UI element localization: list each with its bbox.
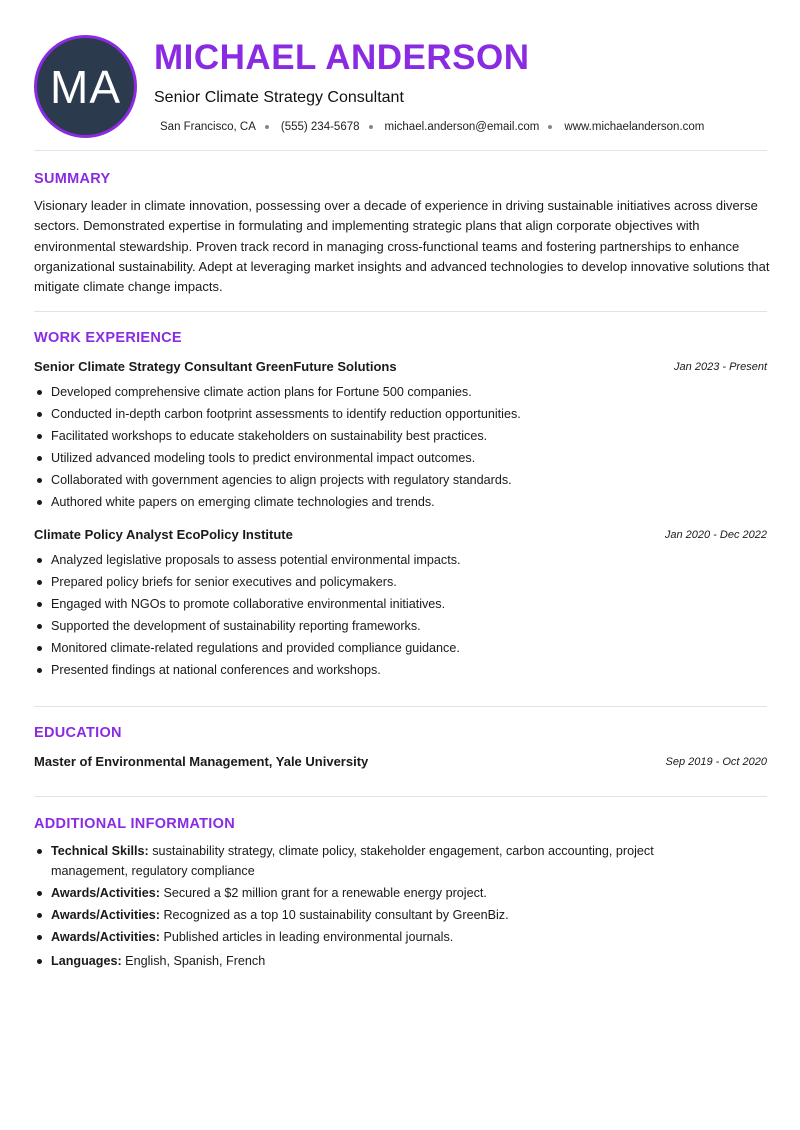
avatar-initials: MA — [50, 60, 121, 113]
separator-dot — [369, 125, 373, 129]
item-text: sustainability strategy, climate policy, stakeholder engagement, carbon accounting, project management, regulatory compliance — [51, 844, 654, 878]
list-item — [34, 951, 714, 971]
list-item: Facilitated workshops to educate stakeholders on sustainability best practices. — [34, 425, 764, 447]
item-text: Recognized as a top 10 sustainability consultant by GreenBiz. — [159, 908, 509, 922]
list-item: Presented findings at national conferences and workshops. — [34, 659, 764, 681]
divider — [34, 796, 767, 797]
job-dates: Jan 2023 - Present — [674, 361, 767, 373]
list-item: Collaborated with government agencies to align projects with regulatory standards. — [34, 469, 764, 491]
list-item: Supported the development of sustainability reporting frameworks. — [34, 615, 764, 637]
job-bullets — [34, 381, 764, 514]
summary-text: Visionary leader in climate innovation, possessing over a decade of experience in driving sustainable initiatives across diverse sectors. Demonstrated expertise in formulating and implementing strategic plans that align corporate objectives with environmental stewardship. Proven track record in managing cross-functional teams and fostering partnerships to enhance organizational sustainability. Adept at leveraging market insights and advanced technologies to develop innovative solutions that mitigate climate change impacts. — [34, 198, 770, 295]
job-headline: Senior Climate Strategy Consultant — [154, 89, 404, 106]
contact-location: San Francisco, CA — [160, 121, 256, 133]
work-experience-heading: WORK EXPERIENCE — [34, 330, 182, 346]
separator-dot — [548, 125, 552, 129]
contact-email: michael.anderson@email.com — [384, 121, 540, 133]
list-item — [34, 905, 714, 925]
list-item: Prepared policy briefs for senior executives and policymakers. — [34, 571, 764, 593]
education-dates: Sep 2019 - Oct 2020 — [665, 756, 767, 768]
education-degree: Master of Environmental Management, Yale University — [34, 754, 369, 769]
list-item: Analyzed legislative proposals to assess potential environmental impacts. — [34, 549, 764, 571]
list-item: Authored white papers on emerging climate technologies and trends. — [34, 491, 764, 513]
avatar — [34, 35, 137, 138]
job-bullets — [34, 549, 764, 682]
item-label: Technical Skills: — [51, 844, 149, 858]
candidate-name: MICHAEL ANDERSON — [154, 38, 530, 77]
list-item — [34, 841, 714, 881]
list-item: Developed comprehensive climate action plans for Fortune 500 companies. — [34, 381, 764, 403]
contact-website: www.michaelanderson.com — [564, 121, 705, 133]
divider — [34, 311, 767, 312]
item-label: Awards/Activities: — [51, 930, 160, 944]
separator-dot — [265, 125, 269, 129]
list-item: Conducted in-depth carbon footprint assessments to identify reduction opportunities. — [34, 403, 764, 425]
additional-info-list — [34, 841, 714, 973]
contact-phone: (555) 234-5678 — [280, 121, 360, 133]
list-item — [34, 883, 714, 903]
job-title: Senior Climate Strategy Consultant GreenFuture Solutions — [34, 359, 397, 374]
item-text: English, Spanish, French — [121, 954, 266, 968]
list-item — [34, 927, 714, 947]
item-label: Awards/Activities: — [51, 908, 160, 922]
list-item: Utilized advanced modeling tools to predict environmental impact outcomes. — [34, 447, 764, 469]
divider — [34, 150, 767, 151]
item-text: Published articles in leading environmental journals. — [159, 930, 454, 944]
item-label: Languages: — [51, 954, 122, 968]
additional-info-heading: ADDITIONAL INFORMATION — [34, 816, 235, 832]
education-heading: EDUCATION — [34, 725, 122, 741]
summary-heading: SUMMARY — [34, 171, 111, 187]
list-item: Engaged with NGOs to promote collaborative environmental initiatives. — [34, 593, 764, 615]
job-dates: Jan 2020 - Dec 2022 — [664, 529, 767, 541]
divider — [34, 706, 767, 707]
item-label: Awards/Activities: — [51, 886, 160, 900]
item-text: Secured a $2 million grant for a renewable energy project. — [159, 886, 487, 900]
contact-line — [160, 121, 704, 133]
list-item: Monitored climate-related regulations and provided compliance guidance. — [34, 637, 764, 659]
job-title: Climate Policy Analyst EcoPolicy Institute — [34, 527, 293, 542]
